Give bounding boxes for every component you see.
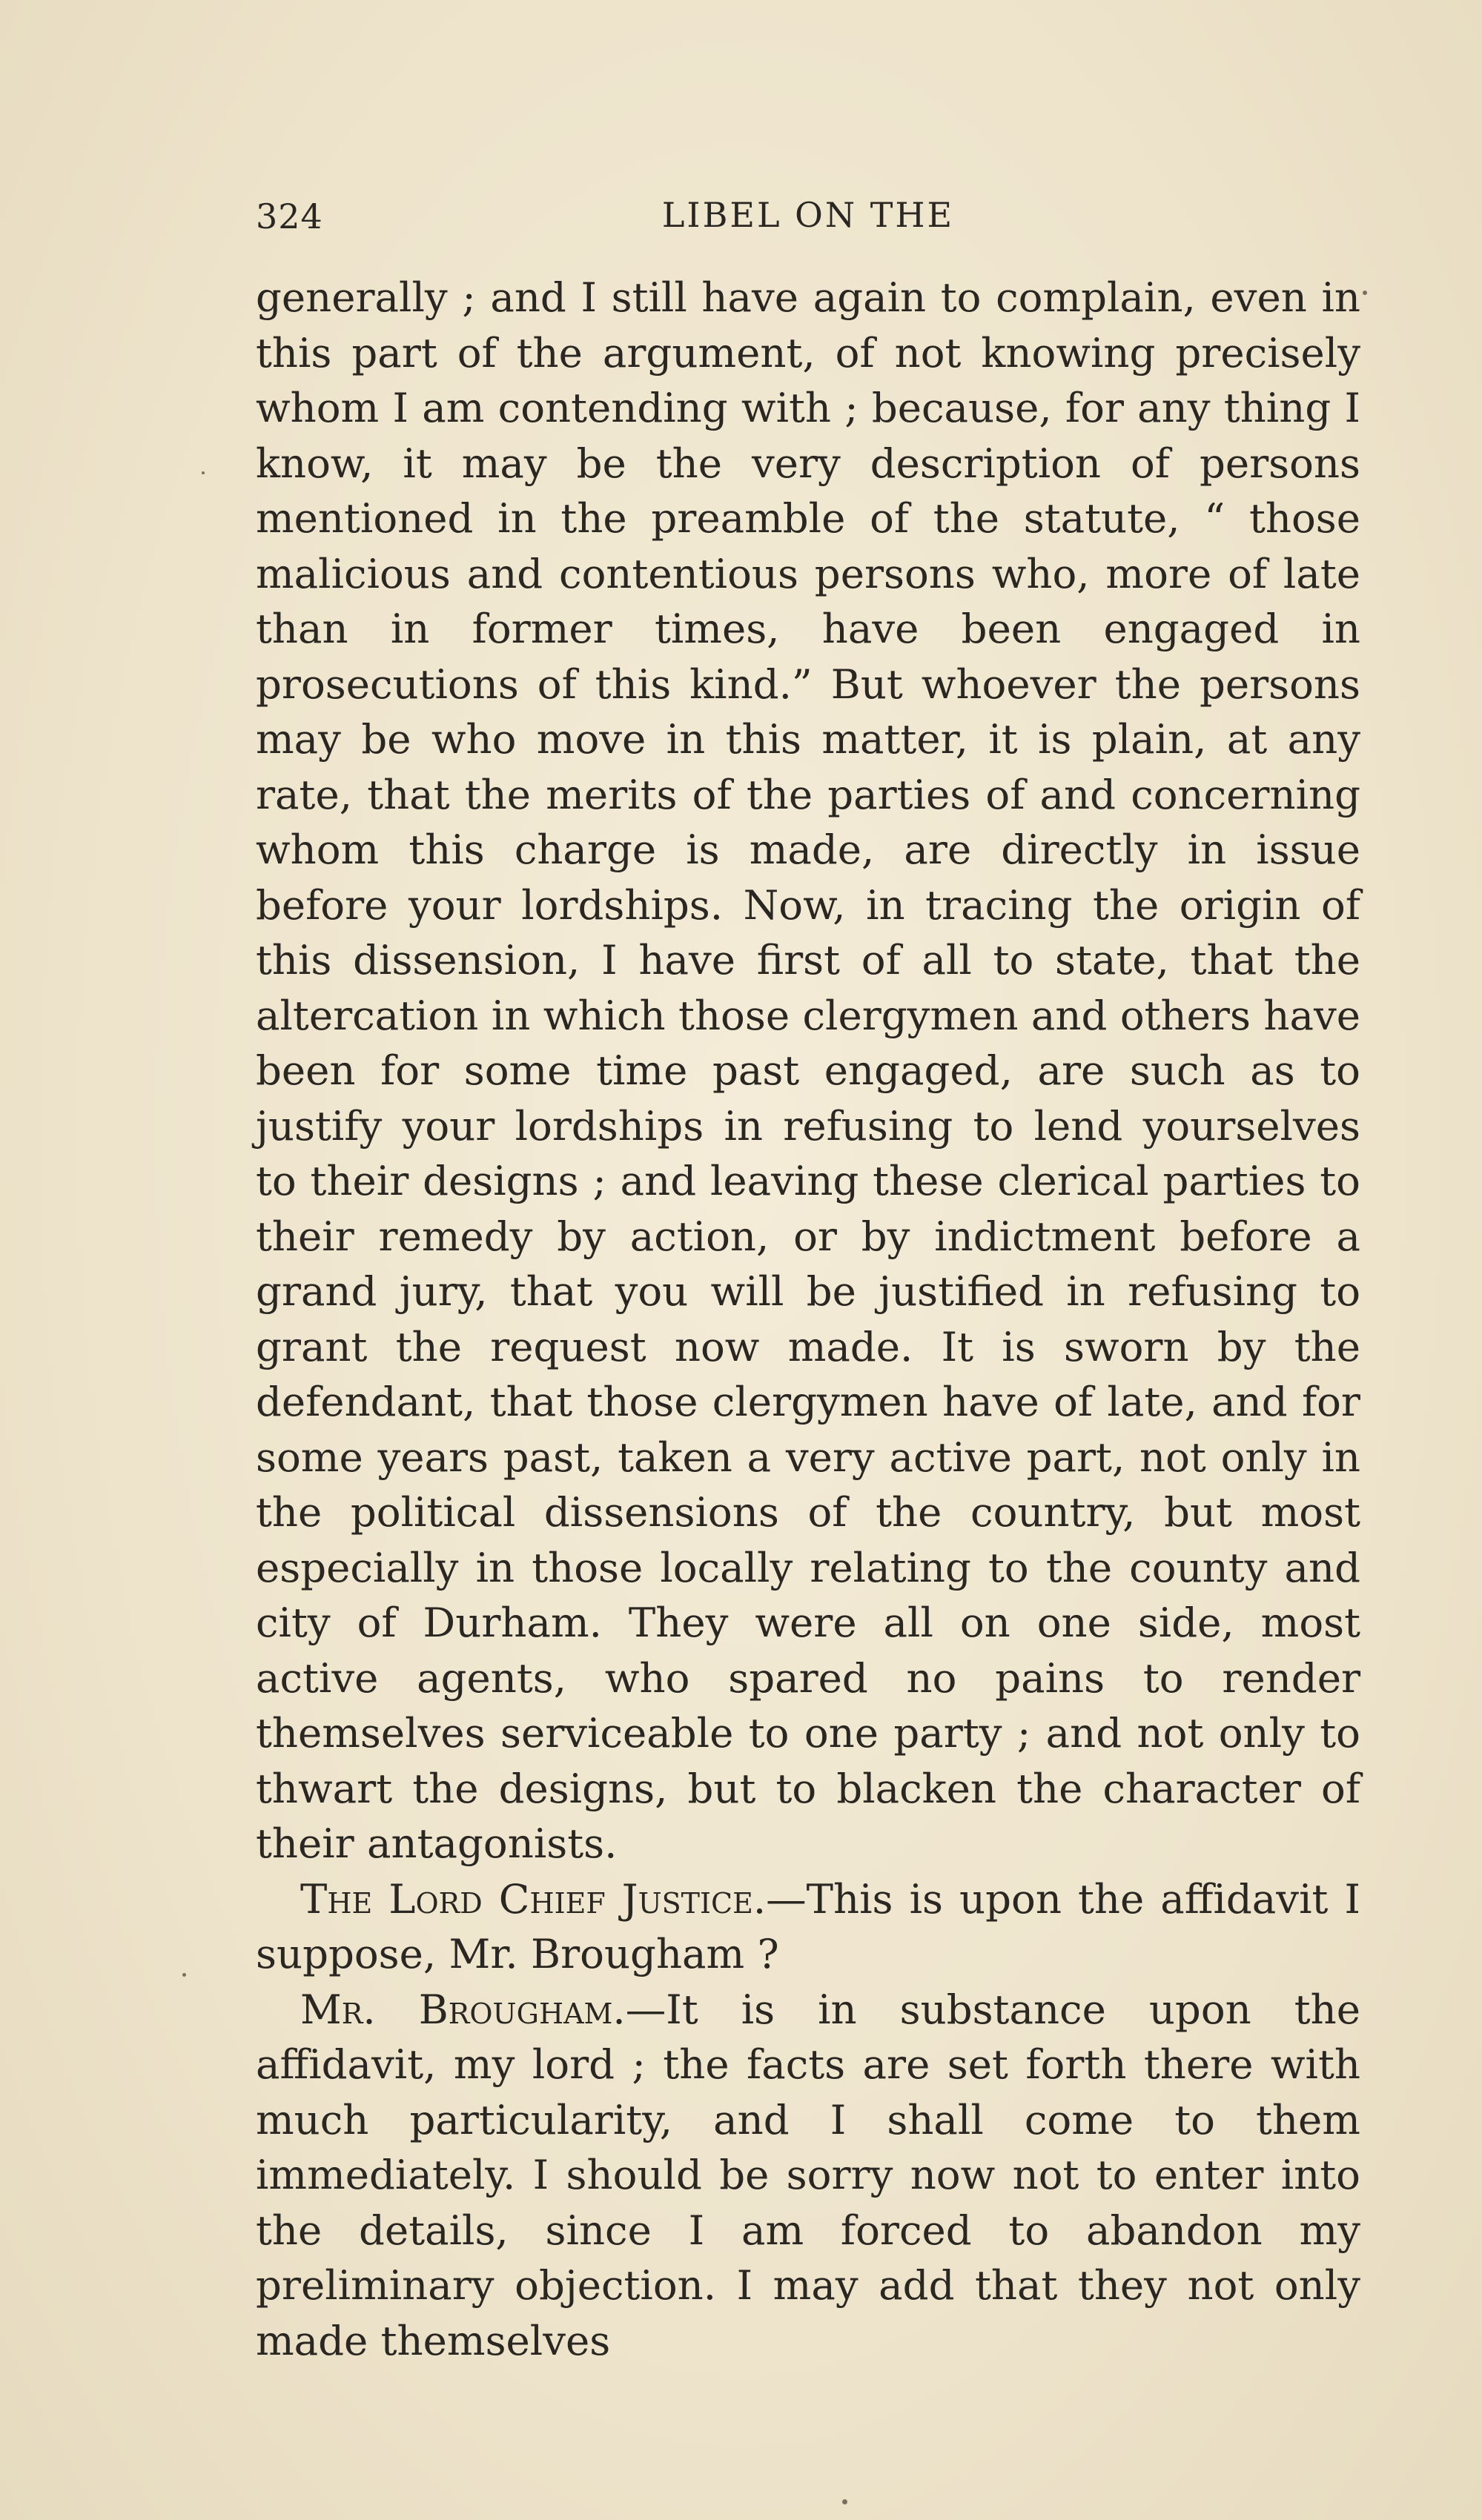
page-header <box>256 189 1360 248</box>
paper-speck <box>842 2499 847 2504</box>
speaker-name: The Lord Chief Justice. <box>300 1874 767 1923</box>
running-head: LIBEL ON THE <box>661 195 955 235</box>
paragraph-argument <box>256 270 1360 1871</box>
paragraph-lord-chief-justice <box>256 1871 1360 1982</box>
paragraph-text: —This is upon the affidavit I suppose, Mr. Brougham ? <box>256 1874 1360 1977</box>
speaker-name: Mr. Brougham. <box>300 1985 626 2033</box>
paper-speck <box>182 1973 186 1977</box>
body-text <box>256 270 1360 2368</box>
paragraph-text: generally ; and I still have again to complain, even in this part of the argument, of not knowing precisely whom I am contending with ; because, for any thing I know, it may be the very description of persons mentioned in the preamble of the statute, “ those malicious and contentious persons who, more of late than in former times, have been engaged in prosecutions of this kind.” But whoever the persons may be who move in this matter, it is plain, at any rate, that the merits of the parties of and concerning whom this charge is made, are directly in issue before your lordships. Now, in tracing the origin of this dissension, I have first of all to state, that the altercation in which those clergymen and others have been for some time past engaged, are such as to justify your lordships in refusing to lend yourselves to their designs ; and leaving these clerical parties to their remedy by action, or by indictment before a grand jury, that you will be justified in refusing to grant the request now made. It is sworn by the defendant, that those clergymen have of late, and for some years past, taken a very active part, not only in the political dissensions of the country, but most especially in those locally relating to the county and city of Durham. They were all on one side, most active agents, who spared no pains to render themselves serviceable to one party ; and not only to thwart the designs, but to blacken the character of their antagonists. <box>256 273 1360 1867</box>
page-number: 324 <box>256 196 323 236</box>
paragraph-text: —It is in substance upon the affidavit, my lord ; the facts are set forth there with much particularity, and I shall come to them immediately. I should be sorry now not to enter into the details, since I am forced to abandon my preliminary objection. I may add that they not only made themselves <box>256 1985 1360 2364</box>
paper-speck <box>1363 291 1367 295</box>
paper-speck <box>202 471 205 474</box>
paragraph-mr-brougham <box>256 1982 1360 2369</box>
